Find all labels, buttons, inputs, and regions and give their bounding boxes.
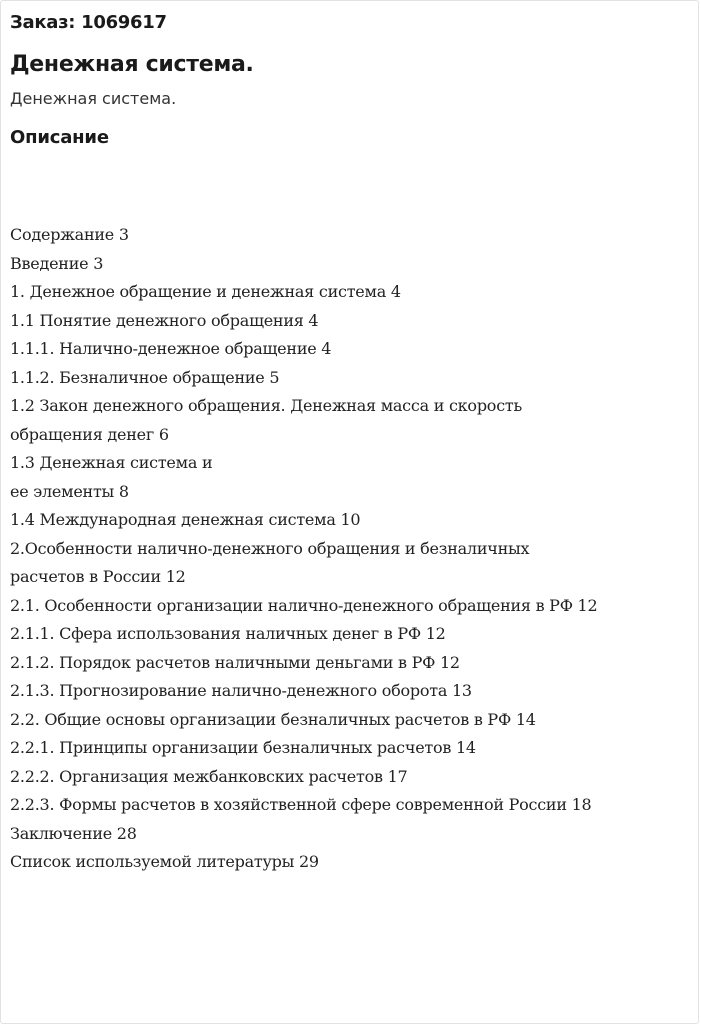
toc-line: 1.4 Международная денежная система 10 [10,510,361,529]
toc-line: 2.2. Общие основы организации безналичных расчетов в РФ 14 [10,709,536,729]
toc-line: 1.1 Понятие денежного обращения 4 [10,310,319,330]
order-number: Заказ: 1069617 [10,12,167,33]
page-subtitle: Денежная система. [10,89,177,108]
toc-line: 1.3 Денежная система и [10,453,213,472]
toc-line: 1.2 Закон денежного обращения. Денежная масса и скорость [10,396,522,415]
toc-line: Содержание 3 [10,225,129,244]
toc-line: 1.1.1. Налично-денежное обращение 4 [10,339,332,358]
description-heading: Описание [10,127,109,148]
toc-line: 2.1.1. Сфера использования наличных денег в РФ 12 [10,624,446,643]
toc-line: 2.2.2. Организация межбанковских расчетов 17 [10,766,408,786]
toc-line: 2.2.1. Принципы организации безналичных расчетов 14 [10,738,476,757]
table-of-contents [10,221,694,877]
toc-line: 2.1. Особенности организации налично-денежного обращения в РФ 12 [10,595,598,615]
toc-line: Введение 3 [10,253,104,273]
toc-line: Заключение 28 [10,823,137,843]
toc-line: расчетов в России 12 [10,567,186,586]
toc-line: 2.Особенности налично-денежного обращения и безналичных [10,538,530,558]
toc-line: 2.1.3. Прогнозирование налично-денежного оборота 13 [10,681,472,700]
page-title: Денежная система. [10,52,254,77]
toc-line: 1.1.2. Безналичное обращение 5 [10,367,280,387]
toc-line: Список используемой литературы 29 [10,852,319,871]
document-content [10,1,694,877]
toc-line: ее элементы 8 [10,481,129,501]
toc-line: 1. Денежное обращение и денежная система 4 [10,282,401,301]
toc-line: 2.1.2. Порядок расчетов наличными деньгами в РФ 12 [10,652,460,672]
toc-line: обращения денег 6 [10,424,169,444]
toc-line: 2.2.3. Формы расчетов в хозяйственной сфере современной России 18 [10,795,592,814]
